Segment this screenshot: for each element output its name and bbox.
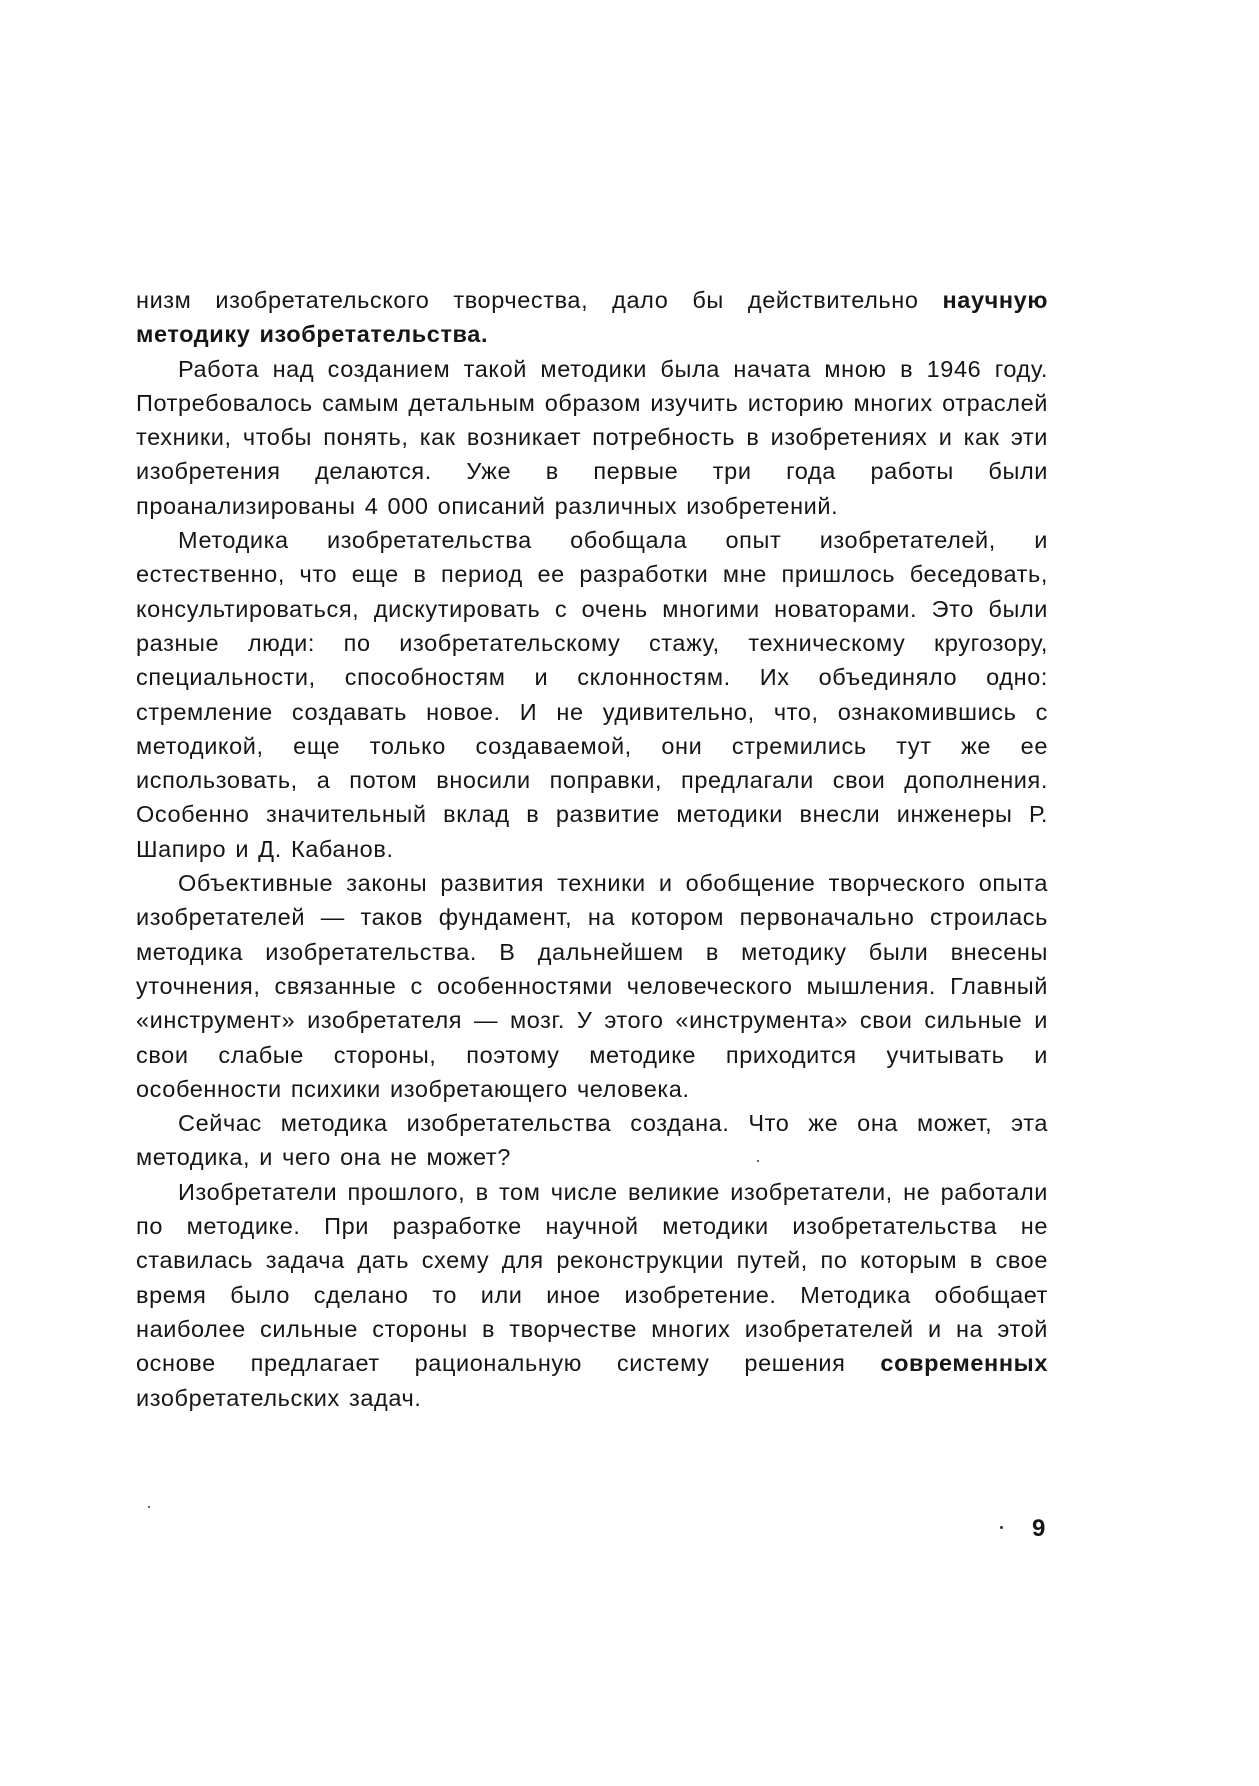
page-number: 9 <box>1032 1515 1046 1542</box>
scan-speck <box>757 1160 759 1162</box>
paragraph-6 <box>136 1175 1048 1415</box>
paragraph-1-text: низм изобретательского творчества, дало бы действительно <box>136 287 943 313</box>
paragraph-5-text: Сейчас методика изобретательства создана. Что же она может, эта методика, и чего она не может? <box>136 1110 1048 1171</box>
paragraph-1 <box>136 283 1048 352</box>
scan-speck <box>1000 1526 1003 1529</box>
paragraph-2 <box>136 352 1048 523</box>
paragraph-6-bold-word: современных <box>880 1350 1048 1377</box>
body-text <box>136 283 1048 1415</box>
paragraph-4 <box>136 866 1048 1106</box>
paragraph-6-text: Изобретатели прошлого, в том числе великие изобретатели, не работали по методике. При разработке научной методики изобретательства не ставилась задача дать схему для реконструкции путей, по которым в свое время было сделано то или иное изобретение. Методика обобщает наиболее сильные стороны в творчестве многих изобретателей и на этой основе предлагает рациональную систему решения <box>136 1178 1048 1377</box>
paragraph-1-bold-phrase: научную методику изобретательства. <box>136 287 1048 348</box>
paragraph-2-text: Работа над созданием такой методики была начата мною в 1946 году. Потребовалось самым детальным образом изучить историю многих отраслей техники, чтобы понять, как возникает потребность в изобретениях и как эти изобретения делаются. Уже в первые три года работы были проанализированы 4 000 описаний различных изобретений. <box>136 355 1048 519</box>
paragraph-6-tail: изобретательских задач. <box>136 1384 422 1411</box>
paragraph-4-text: Объективные законы развития техники и обобщение творческого опыта изобретателей — таков фундамент, на котором первоначально строилась методика изобретательства. В дальнейшем в методику были внесены уточнения, связанные с особенностями человеческого мышления. Главный «инструмент» изобретателя — мозг. У этого «инструмента» свои сильные и свои слабые стороны, поэтому методике приходится учитывать и особенности психики изобретающего человека. <box>136 870 1048 1102</box>
paragraph-5 <box>136 1106 1048 1175</box>
scan-speck <box>148 1506 150 1508</box>
paragraph-3-text: Методика изобретательства обобщала опыт изобретателей, и естественно, что еще в период ее разработки мне пришлось беседовать, консультироваться, дискутировать с очень многими новаторами. Это были разные люди: по изобретательскому стажу, техническому кругозору, специальности, способностям и склонностям. Их объединяло одно: стремление создавать новое. И не удивительно, что, ознакомившись с методикой, еще только создаваемой, они стремились тут же ее использовать, а потом вносили поправки, предлагали свои дополнения. Особенно значительный вклад в развитие методики внесли инженеры Р. Шапиро и Д. Кабанов. <box>136 527 1048 862</box>
paragraph-3 <box>136 523 1048 866</box>
